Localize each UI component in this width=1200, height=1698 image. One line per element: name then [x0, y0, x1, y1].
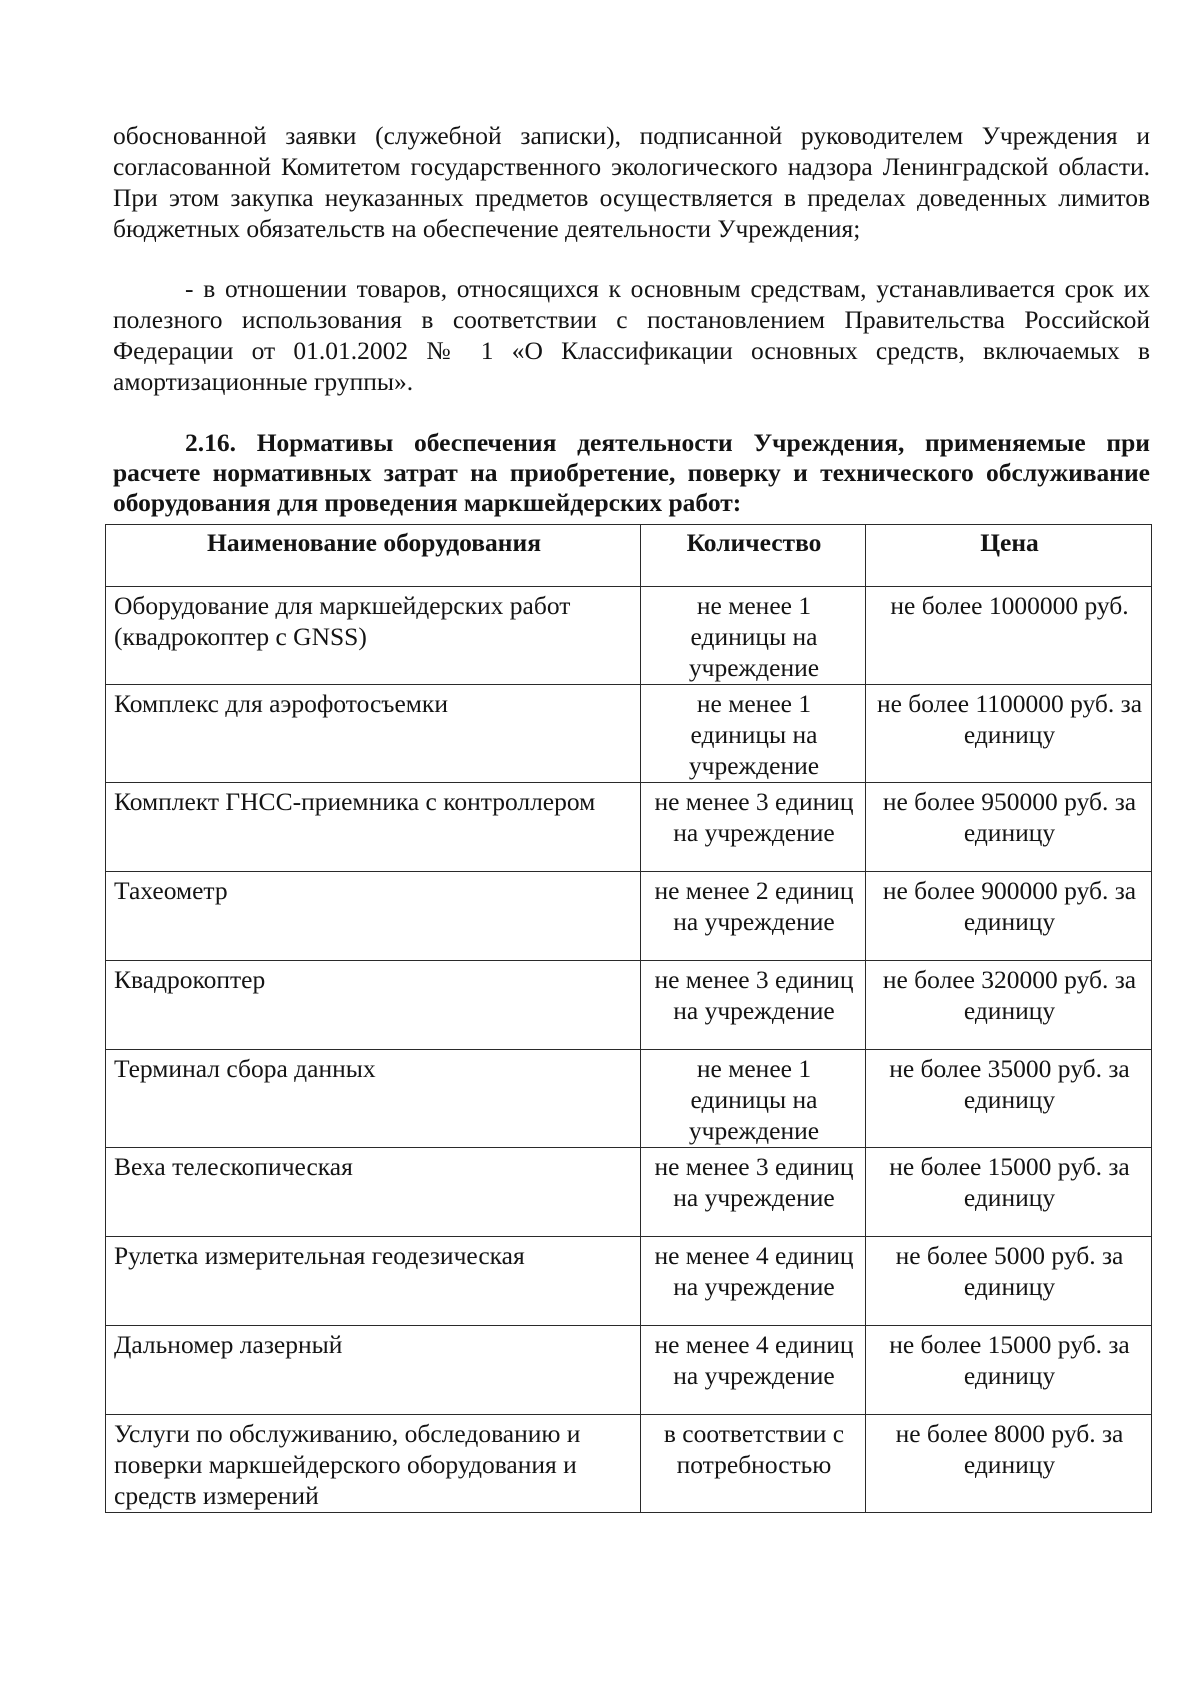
cell-quantity: не менее 1 единицы на учреждение: [641, 587, 866, 685]
column-header-quantity: Количество: [641, 525, 866, 587]
table-row: [106, 961, 1152, 1050]
cell-equipment-name: Комплект ГНСС-приемника с контроллером: [106, 783, 641, 872]
table-row: [106, 587, 1152, 685]
cell-quantity: не менее 3 единиц на учреждение: [641, 961, 866, 1050]
cell-price: не более 35000 руб. за единицу: [866, 1050, 1152, 1148]
cell-price: не более 1000000 руб.: [866, 587, 1152, 685]
cell-quantity: в соответствии с потребностью: [641, 1415, 866, 1513]
table-row: [106, 1050, 1152, 1148]
cell-equipment-name: Дальномер лазерный: [106, 1326, 641, 1415]
section-heading-2-16: 2.16. Нормативы обеспечения деятельности Учреждения, применяемые при расчете нормативных затрат на приобретение, поверку и технического обслуживание оборудования для проведения маркшейдерских работ:: [113, 428, 1150, 517]
column-header-price: Цена: [866, 525, 1152, 587]
paragraph-useful-life: - в отношении товаров, относящихся к основным средствам, устанавливается срок их полезного использования в соответствии с постановлением Правительства Российской Федерации от 01.01.2002 № 1 «О Классификации основных средств, включаемых в амортизационные группы».: [113, 274, 1150, 396]
equipment-norms-table: [105, 524, 1152, 1513]
cell-quantity: не менее 1 единицы на учреждение: [641, 1050, 866, 1148]
table-row: [106, 872, 1152, 961]
cell-price: не более 320000 руб. за единицу: [866, 961, 1152, 1050]
table-row: [106, 1415, 1152, 1513]
cell-equipment-name: Веха телескопическая: [106, 1148, 641, 1237]
cell-price: не более 15000 руб. за единицу: [866, 1326, 1152, 1415]
cell-equipment-name: Услуги по обслуживанию, обследованию и поверки маркшейдерского оборудования и средств измерений: [106, 1415, 641, 1513]
cell-equipment-name: Оборудование для маркшейдерских работ (квадрокоптер с GNSS): [106, 587, 641, 685]
cell-quantity: не менее 3 единиц на учреждение: [641, 1148, 866, 1237]
cell-price: не более 5000 руб. за единицу: [866, 1237, 1152, 1326]
cell-quantity: не менее 1 единицы на учреждение: [641, 685, 866, 783]
cell-equipment-name: Терминал сбора данных: [106, 1050, 641, 1148]
cell-quantity: не менее 2 единиц на учреждение: [641, 872, 866, 961]
column-header-name: Наименование оборудования: [106, 525, 641, 587]
cell-equipment-name: Комплекс для аэрофотосъемки: [106, 685, 641, 783]
cell-price: не более 15000 руб. за единицу: [866, 1148, 1152, 1237]
cell-price: не более 950000 руб. за единицу: [866, 783, 1152, 872]
cell-quantity: не менее 4 единиц на учреждение: [641, 1237, 866, 1326]
paragraph-procurement-request: обоснованной заявки (служебной записки), подписанной руководителем Учреждения и согласованной Комитетом государственного экологического надзора Ленинградской области. При этом закупка неуказанных предметов осуществляется в пределах доведенных лимитов бюджетных обязательств на обеспечение деятельности Учреждения;: [113, 121, 1150, 243]
table-row: [106, 783, 1152, 872]
cell-quantity: не менее 3 единиц на учреждение: [641, 783, 866, 872]
table-row: [106, 1326, 1152, 1415]
cell-equipment-name: Квадрокоптер: [106, 961, 641, 1050]
table-row: [106, 1237, 1152, 1326]
cell-quantity: не менее 4 единиц на учреждение: [641, 1326, 866, 1415]
cell-price: не более 1100000 руб. за единицу: [866, 685, 1152, 783]
table-row: [106, 685, 1152, 783]
cell-price: не более 8000 руб. за единицу: [866, 1415, 1152, 1513]
table-row: [106, 1148, 1152, 1237]
cell-price: не более 900000 руб. за единицу: [866, 872, 1152, 961]
cell-equipment-name: Рулетка измерительная геодезическая: [106, 1237, 641, 1326]
cell-equipment-name: Тахеометр: [106, 872, 641, 961]
table-header-row: [106, 525, 1152, 587]
